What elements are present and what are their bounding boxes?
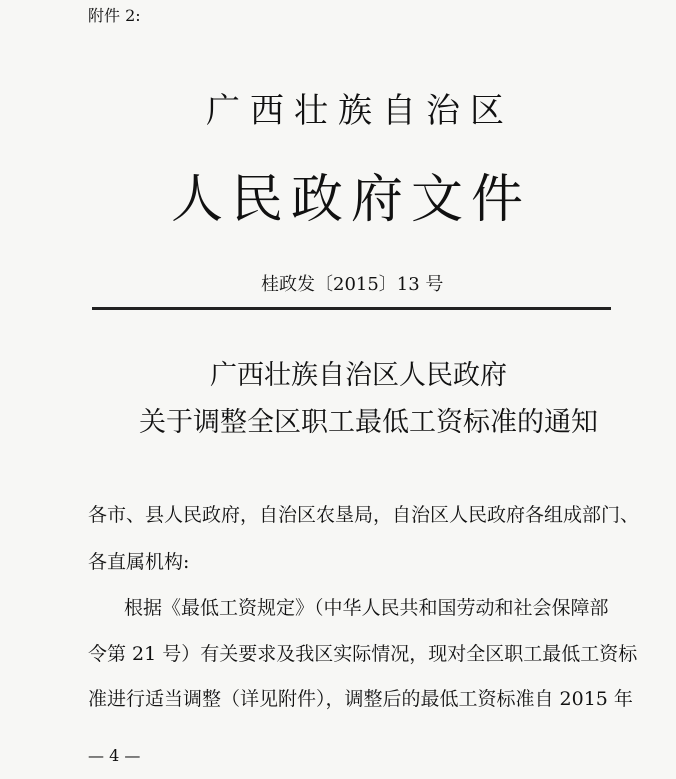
body-line: 准进行适当调整（详见附件），调整后的最低工资标准自 2015 年 [88, 688, 633, 710]
document-number: 桂政发〔2015〕13 号 [261, 274, 444, 295]
issuer-name: 广西壮族自治区 [206, 91, 514, 131]
page-number: — 4 — [88, 746, 141, 765]
body-line: 各直属机构: [88, 551, 190, 573]
document-type-heading: 人民政府文件 [171, 170, 532, 230]
notice-title-line-1: 广西壮族自治区人民政府 [210, 360, 507, 391]
attachment-label: 附件 2: [88, 6, 141, 25]
body-line: 各市、县人民政府，自治区农垦局，自治区人民政府各组成部门、 [88, 504, 640, 526]
body-line: 令第 21 号）有关要求及我区实际情况，现对全区职工最低工资标 [88, 643, 638, 665]
notice-title-line-2: 关于调整全区职工最低工资标准的通知 [139, 407, 598, 438]
separator-rule [92, 307, 611, 310]
body-line: 根据《最低工资规定》（中华人民共和国劳动和社会保障部 [124, 597, 609, 619]
